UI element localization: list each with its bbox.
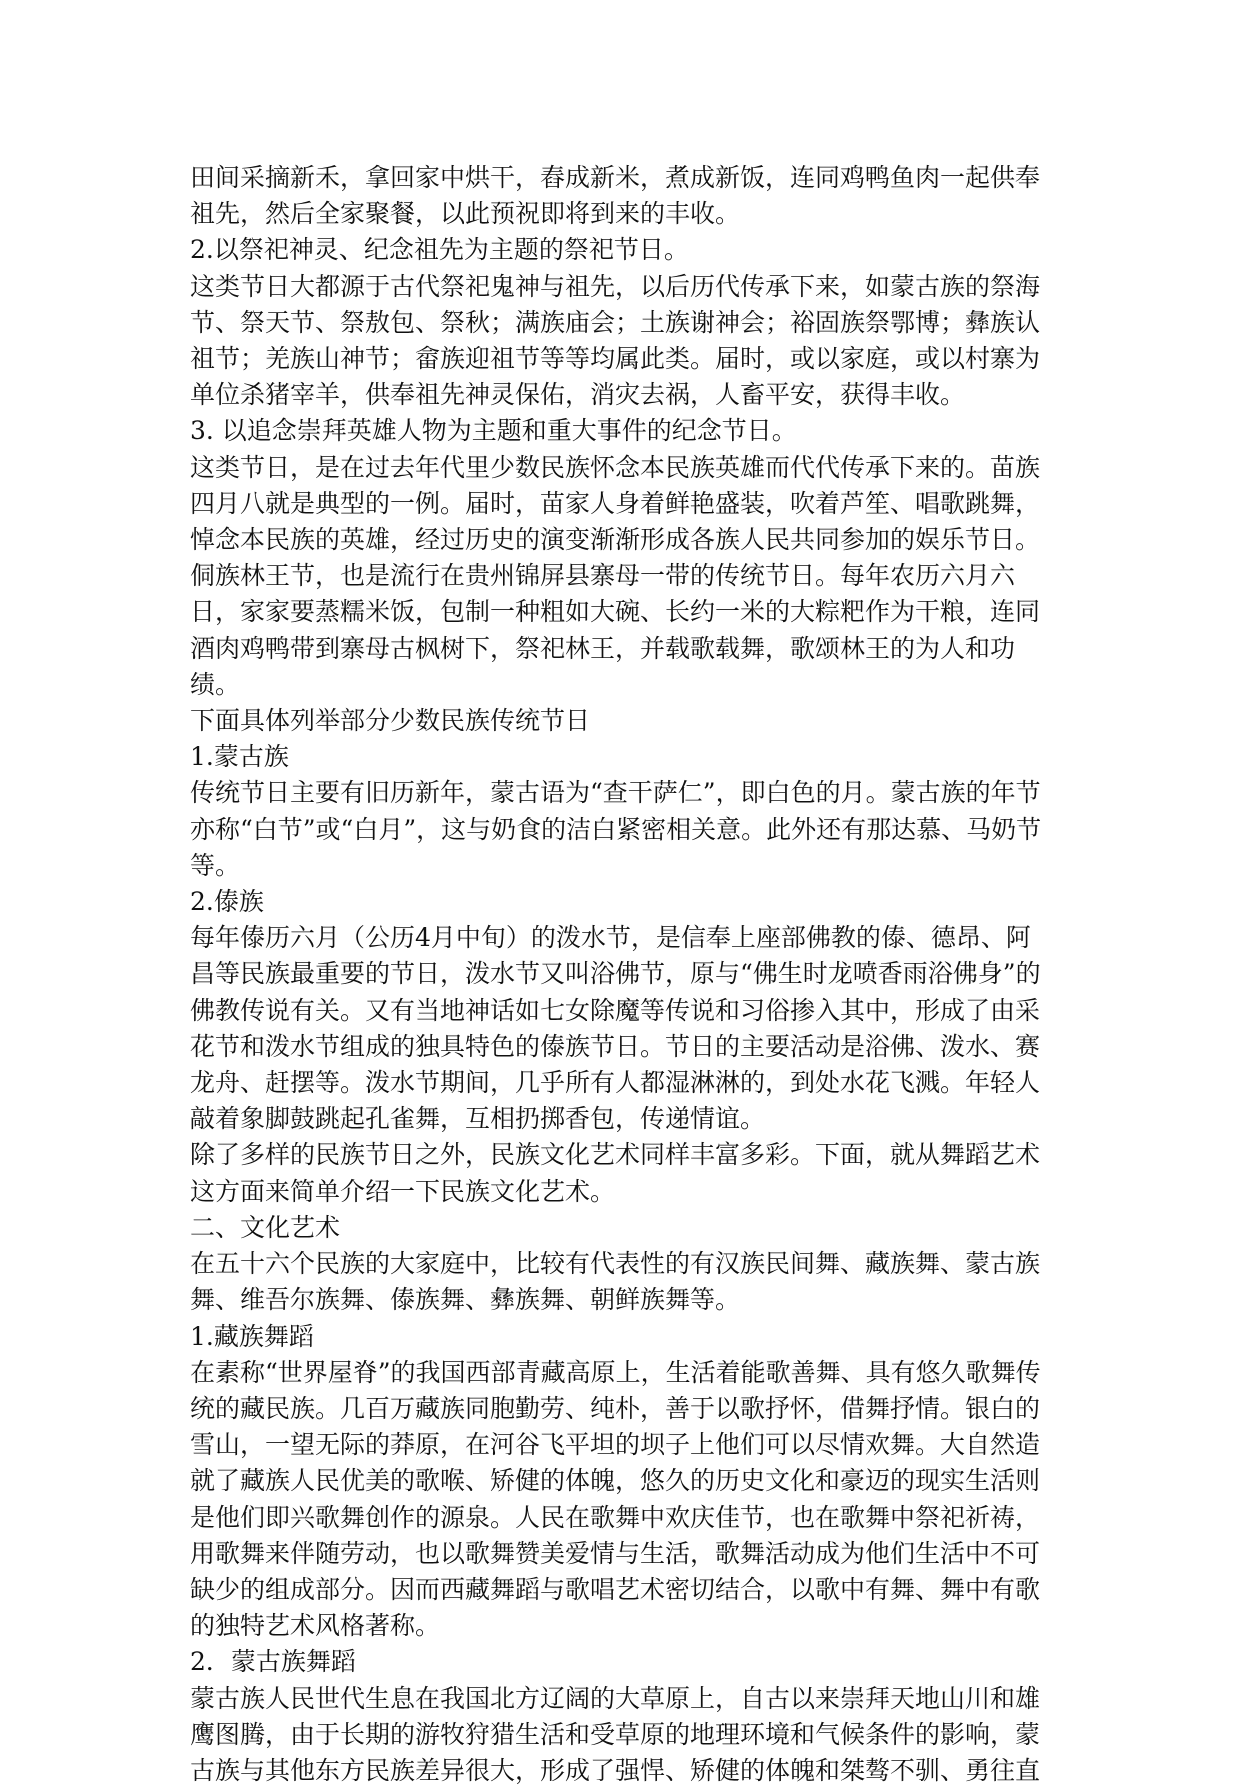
paragraph-mongol-dance: 蒙古族人民世代生息在我国北方辽阔的大草原上，自古以来崇拜天地山川和雄鹰图腾，由于长期的游牧狩猎生活和受草原的地理环境和气候条件的影响，蒙古族与其他东方民族差异很大，形成了强悍、矫健的体魄和桀骜不驯、勇往直 (190, 1683, 1041, 1785)
paragraph-representative-dances: 在五十六个民族的大家庭中，比较有代表性的有汉族民间舞、藏族舞、蒙古族舞、维吾尔族舞、傣族舞、彝族舞、朝鲜族舞等。 (190, 1249, 1041, 1315)
heading-festival-list-intro: 下面具体列举部分少数民族传统节日 (190, 706, 591, 736)
paragraph-dai-festivals: 每年傣历六月（公历4月中旬）的泼水节，是信奉上座部佛教的傣、德昂、阿昌等民族最重要的节日，泼水节又叫浴佛节，原与“佛生时龙喷香雨浴佛身”的佛教传说有关。又有当地神话如七女除魔等传说和习俗掺入其中，形成了由采花节和泼水节组成的独具特色的傣族节日。节日的主要活动是浴佛、泼水、赛龙舟、赶摆等。泼水节期间，几乎所有人都湿淋淋的，到处水花飞溅。年轻人敲着象脚鼓跳起孔雀舞，互相扔掷香包，传递情谊。 (190, 923, 1041, 1134)
paragraph-tibetan-dance: 在素称“世界屋脊”的我国西部青藏高原上，生活着能歌善舞、具有悠久歌舞传统的藏民族。几百万藏族同胞勤劳、纯朴，善于以歌抒怀，借舞抒情。银白的雪山，一望无际的莽原，在河谷飞平坦的坝子上他们可以尽情欢舞。大自然造就了藏族人民优美的歌喉、矫健的体魄，悠久的历史文化和豪迈的现实生活则是他们即兴歌舞创作的源泉。人民在歌舞中欢庆佳节，也在歌舞中祭祀祈祷，用歌舞来伴随劳动，也以歌舞赞美爱情与生活，歌舞活动成为他们生活中不可缺少的组成部分。因而西藏舞蹈与歌唱艺术密切结合，以歌中有舞、舞中有歌的独特艺术风格著称。 (190, 1357, 1041, 1641)
paragraph-mongol-festivals: 传统节日主要有旧历新年，蒙古语为“查干萨仁”，即白色的月。蒙古族的年节亦称“白节”或“白月”，这与奶食的洁白紧密相关意。此外还有那达慕、马奶节等。 (190, 778, 1042, 880)
heading-culture-arts: 二、文化艺术 (190, 1212, 341, 1242)
heading-dai-festivals: 2.傣族 (190, 887, 264, 917)
paragraph-harvest-offering: 田间采摘新禾，拿回家中烘干，舂成新米，煮成新饭，连同鸡鸭鱼肉一起供奉祖先，然后全家聚餐，以此预祝即将到来的丰收。 (190, 163, 1041, 229)
heading-tibetan-dance: 1.藏族舞蹈 (190, 1321, 314, 1351)
heading-mongol-dance: 2．蒙古族舞蹈 (190, 1647, 356, 1677)
document-page (190, 160, 1050, 1789)
heading-sacrifice-festivals: 2.以祭祀神灵、纪念祖先为主题的祭祀节日。 (190, 235, 689, 265)
heading-hero-memorial-festivals: 3. 以追念崇拜英雄人物为主题和重大事件的纪念节日。 (190, 416, 797, 446)
paragraph-culture-transition: 除了多样的民族节日之外，民族文化艺术同样丰富多彩。下面，就从舞蹈艺术这方面来简单介绍一下民族文化艺术。 (190, 1140, 1041, 1206)
paragraph-hero-memorial-festivals: 这类节日，是在过去年代里少数民族怀念本民族英雄而代代传承下来的。苗族四月八就是典型的一例。届时，苗家人身着鲜艳盛装，吹着芦笙、唱歌跳舞，悼念本民族的英雄，经过历史的演变渐渐形成各族人民共同参加的娱乐节日。侗族林王节，也是流行在贵州锦屏县寨母一带的传统节日。每年农历六月六日，家家要蒸糯米饭，包制一种粗如大碗、长约一米的大粽粑作为干粮，连同酒肉鸡鸭带到寨母古枫树下，祭祀林王，并载歌载舞，歌颂林王的为人和功绩。 (190, 452, 1041, 699)
paragraph-sacrifice-festivals: 这类节日大都源于古代祭祀鬼神与祖先，以后历代传承下来，如蒙古族的祭海节、祭天节、祭敖包、祭秋；满族庙会；土族谢神会；裕固族祭鄂博；彝族认祖节；羌族山神节；畲族迎祖节等等均属此类。届时，或以家庭，或以村寨为单位杀猪宰羊，供奉祖先神灵保佑，消灾去祸，人畜平安，获得丰收。 (190, 271, 1041, 410)
heading-mongol-festivals: 1.蒙古族 (190, 742, 289, 772)
